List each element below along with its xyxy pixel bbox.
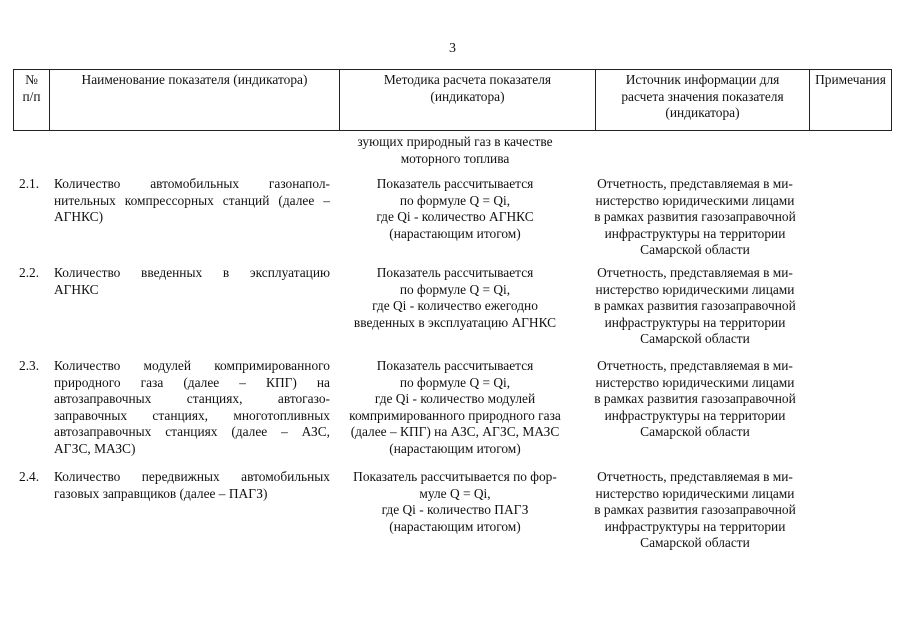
information-source: Отчетность, представляемая в ми- нистерство юридическими лицами в рамках развития газозаправочной инфраструктуры на территории Самарской области <box>594 176 796 258</box>
indicator-name: Количество передвижных автомобильных газовых заправщиков (далее – ПАГЗ) <box>54 469 330 501</box>
information-source: Отчетность, представляемая в ми- нистерство юридическими лицами в рамках развития газозаправочной инфраструктуры на территории Самарской области <box>594 358 796 440</box>
row-number: 2.1. <box>19 176 40 191</box>
table-header <box>13 69 892 131</box>
continuation-text: зующих природный газ в качестве моторного топлива <box>357 134 553 166</box>
calculation-method: Показатель рассчитывается по формуле Q = Qi, где Qi - количество АГНКС (нарастающим итогом) <box>376 176 534 241</box>
indicator-name: Количество введенных в эксплуатацию АГНКС <box>54 265 330 297</box>
header-col-notes: Примечания <box>810 70 892 131</box>
page-number: 3 <box>449 41 456 56</box>
calculation-method: Показатель рассчитывается по формуле Q = Qi, где Qi - количество ежегодно введенных в эксплуатацию АГНКС <box>353 265 557 330</box>
row-number: 2.3. <box>19 358 40 373</box>
information-source: Отчетность, представляемая в ми- нистерство юридическими лицами в рамках развития газозаправочной инфраструктуры на территории Самарской области <box>594 265 796 347</box>
row-number: 2.4. <box>19 469 40 484</box>
calculation-method: Показатель рассчитывается по формуле Q = Qi, где Qi - количество модулей компримированного природного газа (далее – КПГ) на АЗС, АГЗС, МАЗС (нарастающим итогом) <box>349 358 561 456</box>
indicator-name: Количество модулей компримированного природного газа (далее – КПГ) на автозаправочных станциях, автогазо- заправочных станциях, многотопливных автозаправочных станциях (далее – АЗС, АГЗС, МАЗС) <box>54 358 330 456</box>
row-number: 2.2. <box>19 265 40 280</box>
header-col-method: Методика расчета показателя (индикатора) <box>340 70 596 131</box>
header-col-name: Наименование показателя (индикатора) <box>50 70 340 131</box>
header-col-source: Источник информации для расчета значения показателя (индикатора) <box>596 70 810 131</box>
information-source: Отчетность, представляемая в ми- нистерство юридическими лицами в рамках развития газозаправочной инфраструктуры на территории Самарской области <box>594 469 796 551</box>
calculation-method: Показатель рассчитывается по фор- муле Q = Qi, где Qi - количество ПАГЗ (нарастающим итогом) <box>353 469 557 534</box>
indicator-name: Количество автомобильных газонапол- нительных компрессорных станций (далее – АГНКС) <box>54 176 330 225</box>
header-col-number: № п/п <box>14 70 50 131</box>
